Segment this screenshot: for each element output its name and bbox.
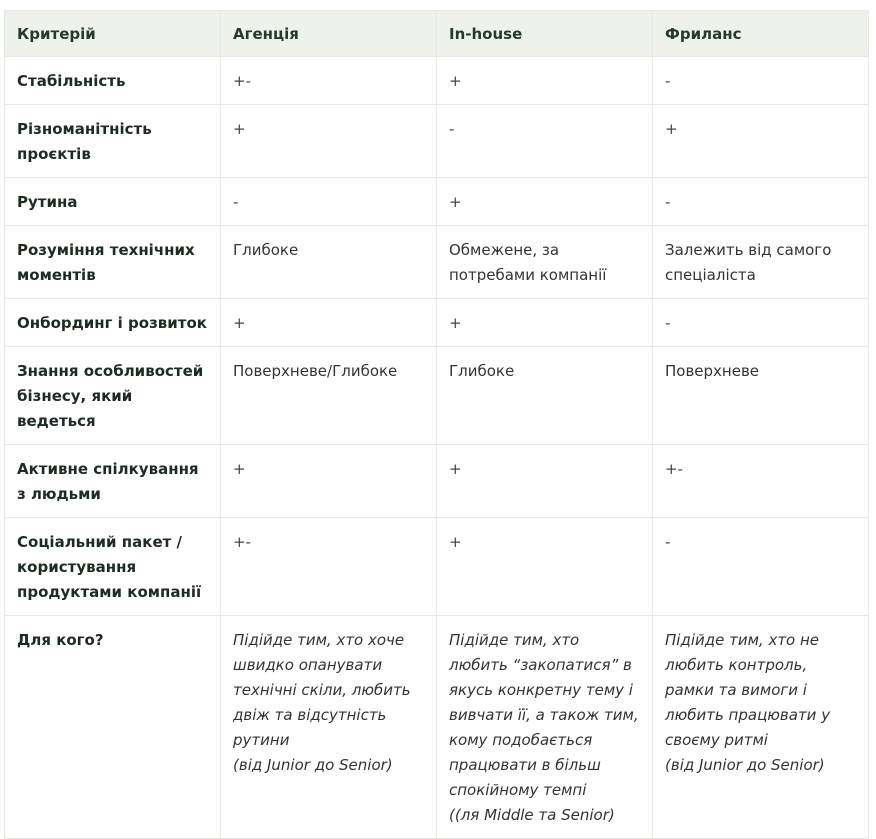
cell-inhouse: + <box>437 445 653 518</box>
table-header-row <box>5 11 869 57</box>
cell-inhouse: + <box>437 178 653 226</box>
row-criterion: Різноманітність проєктів <box>5 105 221 178</box>
audience-note: (від Junior до Senior) <box>233 756 393 774</box>
cell-freelance: - <box>653 57 869 105</box>
cell-freelance: Залежить від самого спеціаліста <box>653 226 869 299</box>
cell-freelance: - <box>653 178 869 226</box>
header-criterion: Критерій <box>5 11 221 57</box>
row-criterion: Знання особливостей бізнесу, який ведеться <box>5 347 221 445</box>
row-criterion: Активне спілкування з людьми <box>5 445 221 518</box>
cell-inhouse: + <box>437 299 653 347</box>
cell-inhouse: + <box>437 57 653 105</box>
cell-inhouse: - <box>437 105 653 178</box>
audience-note: (від Junior до Senior) <box>665 756 825 774</box>
cell-agency: + <box>221 105 437 178</box>
row-criterion: Розуміння технічних моментів <box>5 226 221 299</box>
table-row <box>5 347 869 445</box>
row-criterion: Для кого? <box>5 616 221 839</box>
header-inhouse: In-house <box>437 11 653 57</box>
header-agency: Агенція <box>221 11 437 57</box>
cell-freelance: - <box>653 518 869 616</box>
cell-agency: Глибоке <box>221 226 437 299</box>
row-criterion: Стабільність <box>5 57 221 105</box>
table-row <box>5 445 869 518</box>
cell-freelance: Поверхневе <box>653 347 869 445</box>
audience-text: Підійде тим, хто не любить контроль, рамки та вимоги і любить працювати у своєму ритмі <box>665 631 831 749</box>
cell-inhouse: + <box>437 518 653 616</box>
cell-agency: + <box>221 445 437 518</box>
audience-text: Підійде тим, хто любить “закопатися” в якусь конкретну тему і вивчати її, а також тим, кому подобається працювати в більш спокійному темпі <box>449 631 639 799</box>
audience-text: Підійде тим, хто хоче швидко опанувати технічні скіли, любить двіж та відсутність рутини <box>233 631 411 749</box>
audience-note: ((ля Middle та Senior) <box>449 806 615 824</box>
cell-inhouse: Глибоке <box>437 347 653 445</box>
row-criterion: Рутина <box>5 178 221 226</box>
table-row <box>5 178 869 226</box>
cell-agency: Поверхневе/Глибоке <box>221 347 437 445</box>
table-row <box>5 105 869 178</box>
cell-freelance: +- <box>653 445 869 518</box>
cell-agency: + <box>221 299 437 347</box>
comparison-table-container <box>4 10 868 839</box>
cell-inhouse: Обмежене, за потребами компанії <box>437 226 653 299</box>
table-row <box>5 616 869 839</box>
cell-freelance: - <box>653 299 869 347</box>
cell-inhouse <box>437 616 653 839</box>
cell-agency: - <box>221 178 437 226</box>
row-criterion: Онбординг і розвиток <box>5 299 221 347</box>
cell-freelance: + <box>653 105 869 178</box>
cell-freelance <box>653 616 869 839</box>
cell-agency <box>221 616 437 839</box>
table-row <box>5 299 869 347</box>
row-criterion: Соціальний пакет / користування продуктами компанії <box>5 518 221 616</box>
cell-agency: +- <box>221 518 437 616</box>
comparison-table <box>4 10 869 839</box>
cell-agency: +- <box>221 57 437 105</box>
table-row <box>5 226 869 299</box>
table-row <box>5 57 869 105</box>
table-row <box>5 518 869 616</box>
header-freelance: Фриланс <box>653 11 869 57</box>
